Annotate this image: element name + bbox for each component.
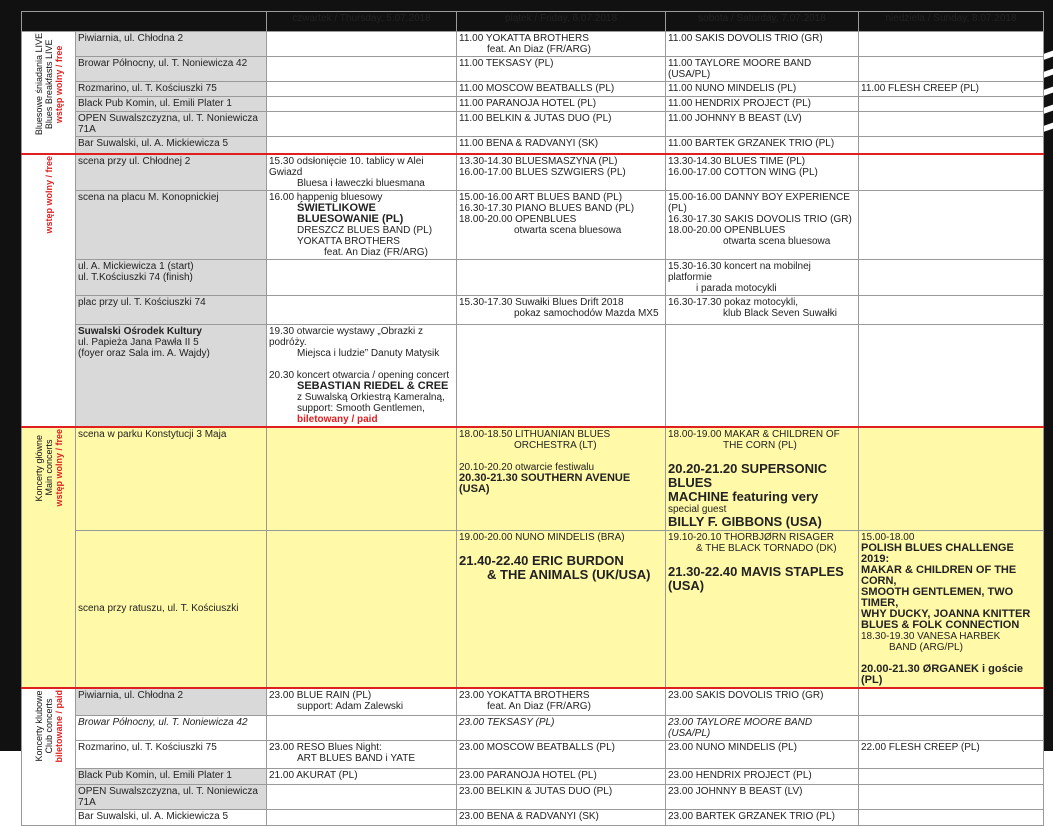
event-cell-sun bbox=[859, 32, 1044, 57]
event-cell-fri: 15.00-16.00 ART BLUES BAND (PL) 16.30-17.30 PIANO BLUES BAND (PL) 18.00-20.00 OPENBLUES otwarta scena bluesowa bbox=[457, 190, 666, 259]
event-cell-sat: 11.00 NUNO MINDELIS (PL) bbox=[666, 82, 859, 97]
event-cell-sat: 11.00 SAKIS DOVOLIS TRIO (GR) bbox=[666, 32, 859, 57]
event-cell-thu bbox=[267, 530, 457, 688]
venue-cell: Browar Północny, ul. T. Noniewicza 42 bbox=[76, 57, 267, 82]
event-cell-thu bbox=[267, 137, 457, 154]
festival-schedule-table bbox=[21, 11, 1044, 826]
event-cell-sat: 23.00 BARTEK GRZANEK TRIO (PL) bbox=[666, 810, 859, 826]
event-cell-sun bbox=[859, 688, 1044, 716]
event-cell-thu bbox=[267, 810, 457, 826]
section-label-club: Koncerty klubowe Club concerts biletowane / paid bbox=[22, 688, 76, 826]
event-cell-sun bbox=[859, 190, 1044, 259]
decorative-stripes bbox=[1043, 40, 1053, 140]
table-row bbox=[22, 716, 1044, 741]
event-cell-thu bbox=[267, 112, 457, 137]
event-cell-sat: 19.10-20.10 THORBJØRN RISAGER & THE BLACK TORNADO (DK) 21.30-22.40 MAVIS STAPLES (USA) bbox=[666, 530, 859, 688]
table-row bbox=[22, 154, 1044, 191]
table-row bbox=[22, 97, 1044, 112]
table-row bbox=[22, 112, 1044, 137]
day-header-sunday: niedziela / Sunday, 8.07.2018 bbox=[859, 12, 1044, 32]
venue-cell: scena w parku Konstytucji 3 Maja bbox=[76, 427, 267, 531]
event-cell-fri: 11.00 BELKIN & JUTAS DUO (PL) bbox=[457, 112, 666, 137]
venue-cell: ul. A. Mickiewicza 1 (start) ul. T.Kościuszki 74 (finish) bbox=[76, 259, 267, 295]
event-cell-sun bbox=[859, 324, 1044, 427]
venue-cell: Piwiarnia, ul. Chłodna 2 bbox=[76, 688, 267, 716]
event-cell-fri: 19.00-20.00 NUNO MINDELIS (BRA) 21.40-22.40 ERIC BURDON & THE ANIMALS (UK/USA) bbox=[457, 530, 666, 688]
table-row bbox=[22, 32, 1044, 57]
event-cell-thu bbox=[267, 97, 457, 112]
event-cell-sat: 11.00 HENDRIX PROJECT (PL) bbox=[666, 97, 859, 112]
header-row bbox=[22, 12, 1044, 32]
venue-cell: Black Pub Komin, ul. Emili Plater 1 bbox=[76, 769, 267, 785]
section-label-free: wstęp wolny / free bbox=[22, 154, 76, 427]
event-cell-sun bbox=[859, 427, 1044, 531]
venue-cell: Bar Suwalski, ul. A. Mickiewicza 5 bbox=[76, 810, 267, 826]
event-cell-fri: 11.00 YOKATTA BROTHERS feat. An Diaz (FR/ARG) bbox=[457, 32, 666, 57]
venue-cell: scena przy ul. Chłodnej 2 bbox=[76, 154, 267, 191]
venue-cell: Browar Północny, ul. T. Noniewicza 42 bbox=[76, 716, 267, 741]
event-cell-sat bbox=[666, 324, 859, 427]
event-cell-fri: 23.00 PARANOJA HOTEL (PL) bbox=[457, 769, 666, 785]
venue-cell: scena przy ratuszu, ul. T. Kościuszki bbox=[76, 530, 267, 688]
event-cell-sun: 11.00 FLESH CREEP (PL) bbox=[859, 82, 1044, 97]
event-cell-sun bbox=[859, 112, 1044, 137]
section-label-main: Koncerty główne Main concerts wstęp wolny / free bbox=[22, 427, 76, 688]
event-cell-fri: 11.00 TEKSASY (PL) bbox=[457, 57, 666, 82]
table-row bbox=[22, 810, 1044, 826]
table-row bbox=[22, 785, 1044, 810]
event-cell-sat: 13.30-14.30 BLUES TIME (PL) 16.00-17.00 COTTON WING (PL) bbox=[666, 154, 859, 191]
event-cell-thu: 21.00 AKURAT (PL) bbox=[267, 769, 457, 785]
event-cell-fri: 13.30-14.30 BLUESMASZYNA (PL) 16.00-17.00 BLUES SZWGIERS (PL) bbox=[457, 154, 666, 191]
table-row bbox=[22, 57, 1044, 82]
table-row bbox=[22, 259, 1044, 295]
event-cell-sat: 23.00 HENDRIX PROJECT (PL) bbox=[666, 769, 859, 785]
venue-cell: OPEN Suwalszczyzna, ul. T. Noniewicza 71A bbox=[76, 785, 267, 810]
event-cell-thu: 23.00 BLUE RAIN (PL) support: Adam Zalewski bbox=[267, 688, 457, 716]
event-cell-fri: 23.00 BENA & RADVANYI (SK) bbox=[457, 810, 666, 826]
event-cell-fri: 11.00 PARANOJA HOTEL (PL) bbox=[457, 97, 666, 112]
event-cell-sat: 18.00-19.00 MAKAR & CHILDREN OF THE CORN (PL) 20.20-21.20 SUPERSONIC BLUES MACHINE featuring very special guest BILLY F. GIBBONS (USA) bbox=[666, 427, 859, 531]
event-cell-thu bbox=[267, 785, 457, 810]
venue-cell: Rozmarino, ul. T. Kościuszki 75 bbox=[76, 741, 267, 769]
event-cell-thu: 23.00 RESO Blues Night: ART BLUES BAND i YATE bbox=[267, 741, 457, 769]
table-row bbox=[22, 190, 1044, 259]
event-cell-sat: 16.30-17.30 pokaz motocykli, klub Black Seven Suwałki bbox=[666, 295, 859, 324]
event-cell-sat: 23.00 NUNO MINDELIS (PL) bbox=[666, 741, 859, 769]
venue-cell: OPEN Suwalszczyzna, ul. T. Noniewicza 71A bbox=[76, 112, 267, 137]
table-row bbox=[22, 137, 1044, 154]
event-cell-fri bbox=[457, 259, 666, 295]
event-cell-sat: 23.00 JOHNNY B BEAST (LV) bbox=[666, 785, 859, 810]
event-cell-fri: 15.30-17.30 Suwałki Blues Drift 2018 pokaz samochodów Mazda MX5 bbox=[457, 295, 666, 324]
event-cell-thu bbox=[267, 427, 457, 531]
event-cell-thu: 16.00 happenig bluesowy ŚWIETLIKOWE BLUESOWANIE (PL) DRESZCZ BLUES BAND (PL) YOKATTA BROTHERS feat. An Diaz (FR/ARG) bbox=[267, 190, 457, 259]
event-cell-sun bbox=[859, 295, 1044, 324]
event-cell-fri bbox=[457, 324, 666, 427]
table-row bbox=[22, 741, 1044, 769]
event-cell-sat: 11.00 JOHNNY B BEAST (LV) bbox=[666, 112, 859, 137]
day-header-thursday: czwartek / Thursday, 5.07.2018 bbox=[267, 12, 457, 32]
event-cell-sat: 11.00 TAYLORE MOORE BAND (USA/PL) bbox=[666, 57, 859, 82]
event-cell-fri: 23.00 TEKSASY (PL) bbox=[457, 716, 666, 741]
table-row bbox=[22, 82, 1044, 97]
event-cell-sat: 15.30-16.30 koncert na mobilnej platformie i parada motocykli bbox=[666, 259, 859, 295]
event-cell-thu bbox=[267, 82, 457, 97]
event-cell-sun bbox=[859, 769, 1044, 785]
event-cell-sun bbox=[859, 57, 1044, 82]
event-cell-sat: 11.00 BARTEK GRZANEK TRIO (PL) bbox=[666, 137, 859, 154]
venue-cell: Rozmarino, ul. T. Kościuszki 75 bbox=[76, 82, 267, 97]
day-header-friday: piątek / Friday, 6.07.2018 bbox=[457, 12, 666, 32]
venue-cell: Black Pub Komin, ul. Emili Plater 1 bbox=[76, 97, 267, 112]
venue-cell: Bar Suwalski, ul. A. Mickiewicza 5 bbox=[76, 137, 267, 154]
event-cell-thu bbox=[267, 716, 457, 741]
table-row bbox=[22, 688, 1044, 716]
table-row bbox=[22, 324, 1044, 427]
venue-cell: Suwalski Ośrodek Kultury ul. Papieża Jana Pawła II 5 (foyer oraz Sala im. A. Wajdy) bbox=[76, 324, 267, 427]
table-row bbox=[22, 427, 1044, 531]
event-cell-sun bbox=[859, 259, 1044, 295]
event-cell-sun bbox=[859, 716, 1044, 741]
event-cell-sun bbox=[859, 137, 1044, 154]
table-row bbox=[22, 530, 1044, 688]
event-cell-sat: 15.00-16.00 DANNY BOY EXPERIENCE (PL) 16.30-17.30 SAKIS DOVOLIS TRIO (GR) 18.00-20.00 OPENBLUES otwarta scena bluesowa bbox=[666, 190, 859, 259]
event-cell-fri: 11.00 BENA & RADVANYI (SK) bbox=[457, 137, 666, 154]
event-cell-fri: 18.00-18.50 LITHUANIAN BLUES ORCHESTRA (LT) 20.10-20.20 otwarcie festiwalu 20.30-21.30 SOUTHERN AVENUE (USA) bbox=[457, 427, 666, 531]
event-cell-sun bbox=[859, 785, 1044, 810]
event-cell-sat: 23.00 SAKIS DOVOLIS TRIO (GR) bbox=[666, 688, 859, 716]
day-header-saturday: sobota / Saturday, 7.07.2018 bbox=[666, 12, 859, 32]
event-cell-fri: 23.00 YOKATTA BROTHERS feat. An Diaz (FR/ARG) bbox=[457, 688, 666, 716]
event-cell-fri: 23.00 MOSCOW BEATBALLS (PL) bbox=[457, 741, 666, 769]
event-cell-thu: 19.30 otwarcie wystawy „Obrazki z podróży. Miejsca i ludzie” Danuty Matysik 20.30 koncert otwarcia / opening concert SEBASTIAN RIEDEL & CREE z Suwalską Orkiestrą Kameralną, support: Smooth Gentlemen, biletowany / paid bbox=[267, 324, 457, 427]
venue-cell: Piwiarnia, ul. Chłodna 2 bbox=[76, 32, 267, 57]
event-cell-sat: 23.00 TAYLORE MOORE BAND (USA/PL) bbox=[666, 716, 859, 741]
event-cell-sun bbox=[859, 97, 1044, 112]
event-cell-thu bbox=[267, 57, 457, 82]
event-cell-sun: 15.00-18.00 POLISH BLUES CHALLENGE 2019: MAKAR & CHILDREN OF THE CORN, SMOOTH GENTLEMEN, TWO TIMER, WHY DUCKY, JOANNA KNITTER BLUES & FOLK CONNECTION 18.30-19.30 VANESA HARBEK BAND (ARG/PL) 20.00-21.30 ØRGANEK i goście (PL) bbox=[859, 530, 1044, 688]
venue-cell: scena na placu M. Konopnickiej bbox=[76, 190, 267, 259]
table-row bbox=[22, 295, 1044, 324]
event-cell-thu bbox=[267, 295, 457, 324]
section-label-breakfast: Bluesowe śniadania LIVE Blues Breakfasts LIVE wstęp wolny / free bbox=[22, 32, 76, 154]
event-cell-fri: 23.00 BELKIN & JUTAS DUO (PL) bbox=[457, 785, 666, 810]
event-cell-sun bbox=[859, 810, 1044, 826]
event-cell-sun: 22.00 FLESH CREEP (PL) bbox=[859, 741, 1044, 769]
table-row bbox=[22, 769, 1044, 785]
venue-cell: plac przy ul. T. Kościuszki 74 bbox=[76, 295, 267, 324]
event-cell-thu: 15.30 odsłonięcie 10. tablicy w Alei Gwiazd Bluesa i ławeczki bluesmana bbox=[267, 154, 457, 191]
header-corner bbox=[22, 12, 267, 32]
event-cell-fri: 11.00 MOSCOW BEATBALLS (PL) bbox=[457, 82, 666, 97]
event-cell-thu bbox=[267, 32, 457, 57]
event-cell-thu bbox=[267, 259, 457, 295]
event-cell-sun bbox=[859, 154, 1044, 191]
